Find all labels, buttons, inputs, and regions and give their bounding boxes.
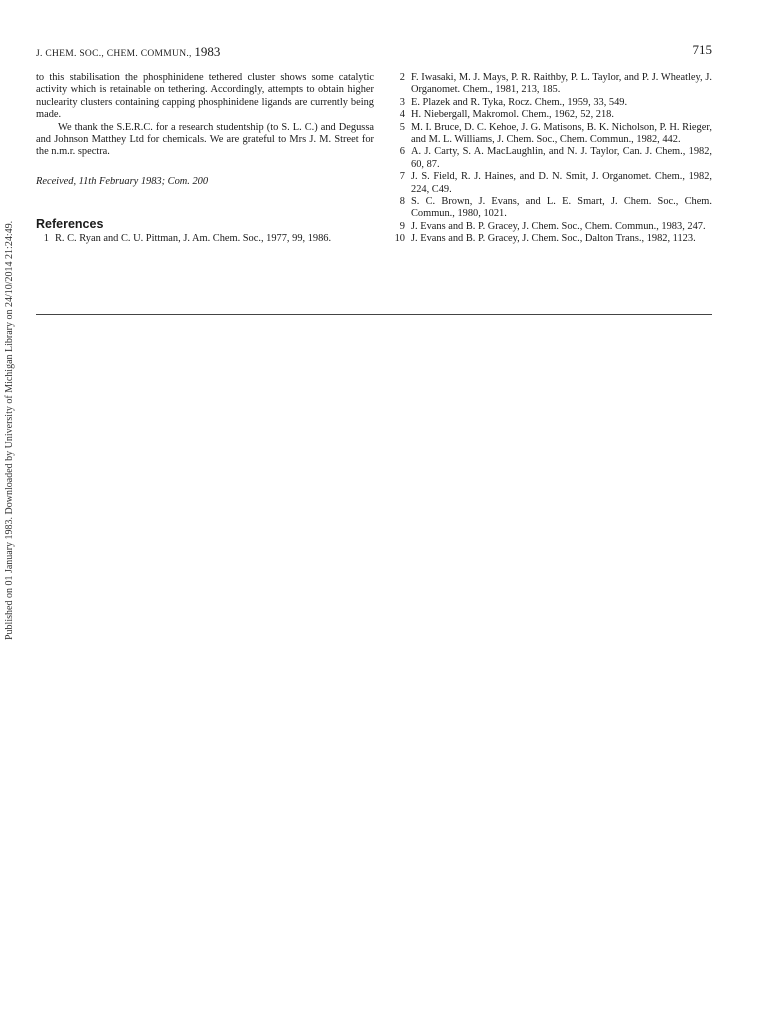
reference-item — [392, 221, 712, 233]
reference-text: F. Iwasaki, M. J. Mays, P. R. Raithby, P. L. Taylor, and P. J. Wheatley, J. Organomet. Chem., 1981, 213, 185. — [411, 72, 712, 96]
reference-item — [392, 122, 712, 147]
reference-item — [392, 196, 712, 221]
left-column — [36, 72, 374, 245]
reference-item — [392, 233, 712, 245]
reference-number: 1 — [43, 232, 49, 244]
page-number: 715 — [692, 42, 712, 57]
reference-text: S. C. Brown, J. Evans, and L. E. Smart, J. Chem. Soc., Chem. Commun., 1980, 1021. — [411, 196, 712, 220]
body-paragraph: to this stabilisation the phosphinidene tethered cluster shows some catalytic activity which is retainable on tethering. Accordingly, attempts to obtain higher nuclearity clusters containing capping phosphinidene ligands are currently being made. — [36, 72, 374, 121]
reference-item — [36, 233, 374, 245]
references-heading: References — [36, 217, 104, 232]
acknowledgement-paragraph: We thank the S.E.R.C. for a research studentship (to S. L. C.) and Degussa and Johnson Matthey Ltd for chemicals. We are grateful to Mrs J. M. Street for the n.m.r. spectra. — [36, 121, 374, 158]
reference-text: J. Evans and B. P. Gracey, J. Chem. Soc., Dalton Trans., 1982, 1123. — [411, 233, 696, 245]
reference-text: A. J. Carty, S. A. MacLaughlin, and N. J. Taylor, Can. J. Chem., 1982, 60, 87. — [411, 146, 712, 170]
reference-text: R. C. Ryan and C. U. Pittman, J. Am. Chem. Soc., 1977, 99, 1986. — [55, 232, 332, 244]
reference-text: J. Evans and B. P. Gracey, J. Chem. Soc., Chem. Commun., 1983, 247. — [411, 220, 706, 232]
section-divider — [36, 314, 712, 315]
reference-number: 8 — [399, 196, 405, 208]
reference-number: 9 — [399, 220, 405, 232]
reference-number: 6 — [399, 146, 405, 158]
reference-text: J. S. Field, R. J. Haines, and D. N. Smit, J. Organomet. Chem., 1982, 224, C49. — [411, 171, 712, 195]
reference-number: 7 — [399, 171, 405, 183]
reference-item — [392, 109, 712, 121]
reference-item — [392, 171, 712, 196]
received-line: Received, 11th February 1983; Com. 200 — [36, 175, 209, 187]
reference-item — [392, 146, 712, 171]
reference-item — [392, 97, 712, 109]
reference-number: 4 — [399, 109, 405, 121]
journal-title: J. CHEM. SOC., CHEM. COMMUN., — [36, 49, 192, 59]
reference-item — [392, 72, 712, 97]
right-column — [392, 72, 712, 246]
running-head — [36, 44, 220, 60]
reference-text: E. Plazek and R. Tyka, Rocz. Chem., 1959, 33, 549. — [411, 96, 628, 108]
reference-number: 2 — [399, 72, 405, 83]
reference-text: M. I. Bruce, D. C. Kehoe, J. G. Matisons, B. K. Nicholson, P. H. Rieger, and M. L. Williams, J. Chem. Soc., Chem. Commun., 1982, 442. — [411, 121, 712, 146]
reference-number: 5 — [399, 121, 405, 133]
reference-text: H. Niebergall, Makromol. Chem., 1962, 52, 218. — [411, 109, 614, 121]
journal-year: 1983 — [194, 44, 221, 59]
download-watermark: Published on 01 January 1983. Downloaded by University of Michigan Library on 24/10/2014 21:24:49. — [4, 220, 15, 640]
page-header — [36, 42, 712, 60]
reference-number: 10 — [394, 233, 405, 245]
reference-number: 3 — [399, 96, 405, 108]
